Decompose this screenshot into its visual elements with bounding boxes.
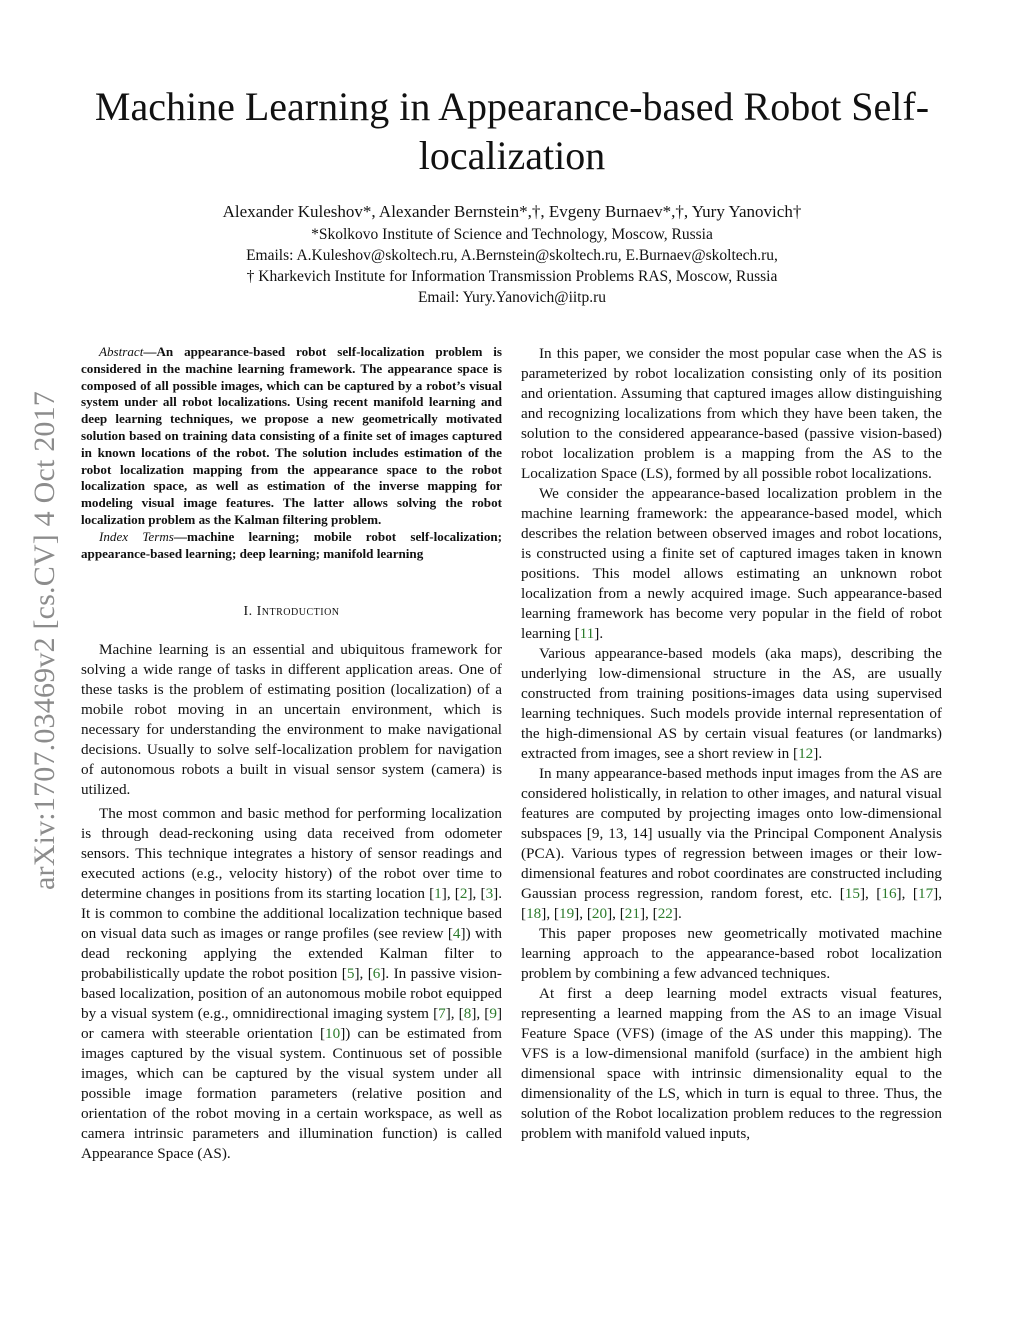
- citation-link[interactable]: [ 2 ]: [455, 885, 473, 902]
- abstract: [81, 344, 502, 562]
- citation-link[interactable]: [ 7 ]: [433, 1005, 451, 1022]
- citation-link[interactable]: [ 21 ]: [620, 905, 645, 922]
- right-column: [521, 344, 942, 1144]
- citation-link[interactable]: [ 4 ]: [448, 925, 466, 942]
- paragraph-deep-learning: At first a deep learning model extracts visual features, representing a learned mapping from the AS to an image Visual Feature Space (VFS) (image of the AS under this mapping). The VFS is a low-dimensional manifold (surface) in the ambient high dimensional space with intrinsic dimensionality equal to the dimensionality of the LS, which in turn is equal to three. Thus, the solution of the Robot localization problem reduces to the regression problem with manifold valued inputs,: [521, 985, 942, 1142]
- paragraph-ml-framework: We consider the appearance-based localization problem in the machine learning framework: the appearance-based model, which describes the relation between observed images and robot locations, is constructed using a finite set of captured images taken in known positions. This model allows estimating an unknown robot localization from a newly acquired image. Such appearance-based learning framework has become very popular in the field of robot learning [ 11 ] .: [521, 484, 942, 644]
- index-terms-label: Index Terms: [99, 528, 174, 544]
- intro-paragraph-1: Machine learning is an essential and ubiquitous framework for solving a wide range of tasks in different application areas. One of these tasks is the problem of estimating position (localization) of a mobile robot moving in an uncertain environment, which is necessary for understanding the environment to make navigational decisions. Usually to solve self-localization problem for navigation of autonomous robots a built in visual sensor system (camera) is utilized.: [81, 641, 502, 799]
- citation-link[interactable]: [ 6 ]: [368, 965, 386, 982]
- author-names: Alexander Kuleshov*, Alexander Bernstein*,†, Evgeny Burnaev*,†, Yury Yanovich†: [222, 202, 802, 221]
- citation-link[interactable]: [ 19 ]: [554, 905, 579, 922]
- citation-link[interactable]: [ 20 ]: [587, 905, 612, 922]
- paragraph-as-parameterized: In this paper, we consider the most popular case when the AS is parameterized by robot localization consisting only of its position and orientation. Assuming that captured images allow distinguishing and recognizing localizations from which they have been taken, the solution to the considered appearance-based (passive vision-based) robot localization problem is a mapping from the AS to the Localization Space (LS), formed by all possible robot localizations.: [521, 345, 942, 482]
- citation-link[interactable]: [ 17 ]: [913, 885, 938, 902]
- left-column: [81, 344, 502, 1164]
- paragraph-proposal: This paper proposes new geometrically motivated machine learning approach to the appearance-based robot localization problem by combining a few advanced techniques.: [521, 925, 942, 982]
- citation-link[interactable]: [ 1 ]: [429, 885, 447, 902]
- citation-link[interactable]: [ 3 ]: [481, 885, 499, 902]
- index-terms-text: —machine learning; mobile robot self-localization; appearance-based learning; deep learning; manifold learning: [81, 528, 503, 561]
- citation-link[interactable]: [ 12 ]: [793, 745, 818, 762]
- section-heading-introduction: I. Introduction: [243, 604, 340, 620]
- abstract-label: Abstract: [99, 344, 144, 359]
- paper-title: Machine Learning in Appearance-based Robot Self-localization: [94, 84, 930, 178]
- affiliation-iitp: † Kharkevich Institute for Information Transmission Problems RAS, Moscow, Russia: [246, 268, 778, 285]
- author-block: [80, 200, 944, 308]
- affiliation-skoltech: *Skolkovo Institute of Science and Technology, Moscow, Russia: [311, 226, 713, 243]
- citation-link[interactable]: [ 9 ]: [484, 1005, 502, 1022]
- citation-link[interactable]: [ 16 ]: [876, 885, 901, 902]
- citation-link[interactable]: [ 11 ]: [575, 625, 600, 642]
- emails-skoltech: Emails: A.Kuleshov@skoltech.ru, A.Bernstein@skoltech.ru, E.Burnaev@skoltech.ru,: [246, 247, 778, 264]
- citation-link[interactable]: [ 10 ]: [320, 1025, 345, 1042]
- abstract-text: —An appearance-based robot self-localization problem is considered in the machine learning framework. The appearance space is composed of all possible images, which can be captured by a robot’s visual system under all robot localizations. Using recent manifold learning and deep learning techniques, we propose a new geometrically motivated solution based on training data consisting of a finite set of images captured in known locations of the robot. The solution includes estimation of the robot localization mapping from the appearance space to the robot localization space, as well as estimation of the inverse mapping for modeling visual image features. The latter allows solving the robot localization problem as the Kalman filtering problem.: [81, 344, 502, 527]
- intro-paragraph-2: The most common and basic method for performing localization is through dead-reckoning using data received from odometer sensors. This technique integrates a history of sensor readings and executed actions (e.g., velocity history) of the robot over time to determine changes in positions from its starting location [ 1 ] , [ 2 ] , [ 3 ] . It is common to combine the additional localization technique based on visual data such as images or range profiles (see review [ 4 ] ) with dead reckoning applying the extended Kalman filter to probabilistically update the robot position [ 5 ] , [ 6 ] . In passive vision-based localization, position of an autonomous mobile robot equipped by a visual system (e.g., omnidirectional imaging system [ 7 ] , [ 8 ] , [ 9 ] or camera with steerable orientation [ 10 ] ) can be estimated from images captured by the visual system. Continuous set of possible images, which can be captured by the visual system under all possible image formation parameters (relative position and orientation of the robot moving in a certain workspace, as well as camera intrinsic parameters and illumination function) is called Appearance Space (AS).: [81, 804, 502, 1164]
- citation-link[interactable]: [ 22 ]: [653, 905, 678, 922]
- citation-link[interactable]: [ 8 ]: [459, 1005, 477, 1022]
- email-iitp: Email: Yury.Yanovich@iitp.ru: [417, 289, 607, 306]
- paragraph-holistic-methods: In many appearance-based methods input images from the AS are considered holistically, in relation to other images, and natural visual features are computed by projecting images onto low-dimensional subspaces [9, 13, 14] usually via the Principal Component Analysis (PCA). Various types of regression between images or their low-dimensional features and robot coordinates are constructed including Gaussian process regression, random forest, etc. [ 15 ] , [ 16 ] , [ 17 ] , [ 18 ] , [ 19 ] , [ 20 ] , [ 21 ] , [ 22 ] .: [521, 764, 942, 924]
- citation-link[interactable]: [ 15 ]: [840, 885, 865, 902]
- paragraph-appearance-models: Various appearance-based models (aka maps), describing the underlying low-dimensional structure in the AS, are usually constructed from training positions-images data using supervised learning techniques. Such models provide internal representation of the high-dimensional AS by certain visual features (or landmarks) extracted from images, see a short review in [ 12 ] .: [521, 644, 942, 764]
- citation-link[interactable]: [ 18 ]: [521, 905, 546, 922]
- arxiv-identifier: arXiv:1707.03469v2 [cs.CV] 4 Oct 2017: [28, 390, 61, 890]
- citation-link[interactable]: [ 5 ]: [342, 965, 360, 982]
